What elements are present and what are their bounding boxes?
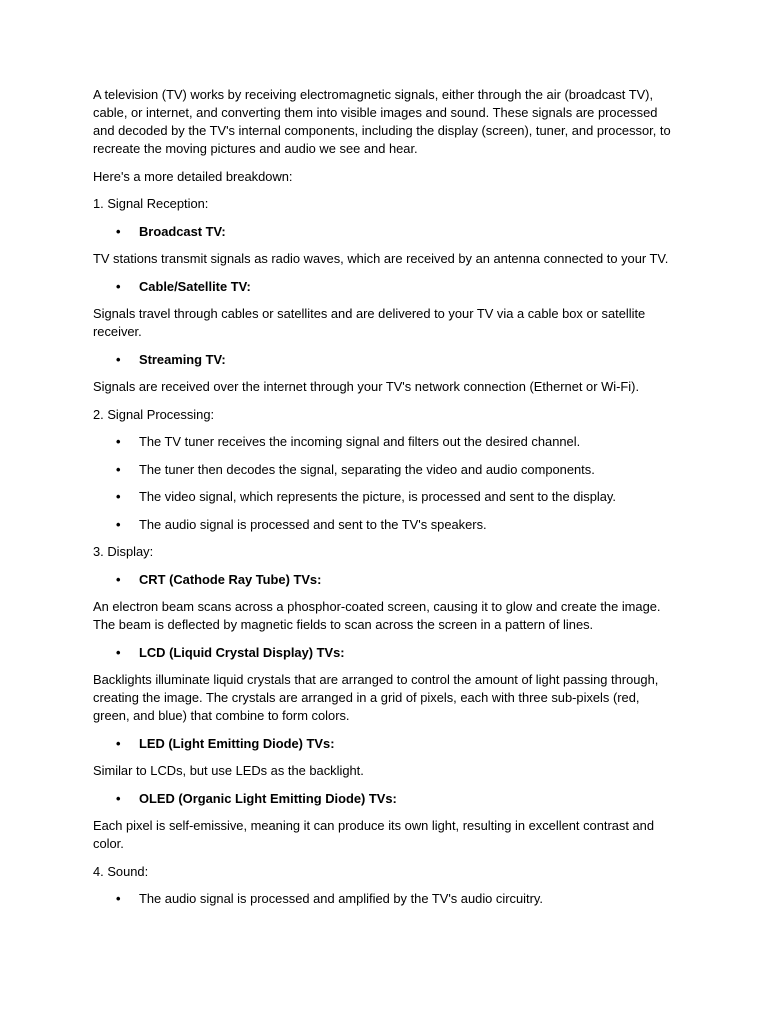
bullet-cable-satellite-tv: • Cable/Satellite TV: [93,278,678,296]
section-heading-display: 3. Display: [93,544,154,559]
lcd-paragraph: Backlights illuminate liquid crystals that are arranged to control the amount of light passing through, creating the image. The crystals are arranged in a grid of pixels, each with three sub-pixels (red, green, and blue) that combine to form colors. [93,672,659,723]
bullet-list [93,644,678,662]
list-item: • The video signal, which represents the picture, is processed and sent to the display. [93,488,678,506]
section-heading-signal-processing: 2. Signal Processing: [93,406,215,422]
list-item: • The audio signal is processed and amplified by the TV's audio circuitry. [93,890,678,908]
oled-paragraph: Each pixel is self-emissive, meaning it can produce its own light, resulting in excellent contrast and color. [93,818,655,851]
bullet-led-tvs: • LED (Light Emitting Diode) TVs: [93,735,678,753]
bullet-list [93,735,678,753]
bullet-streaming-tv: • Streaming TV: [93,351,678,369]
broadcast-tv-paragraph: TV stations transmit signals as radio waves, which are received by an antenna connected to your TV. [93,251,669,266]
bullet-list [93,278,678,296]
section-heading-sound: 4. Sound: [93,863,149,879]
bullet-list [93,351,678,369]
bullet-list [93,571,678,589]
bullet-broadcast-tv: • Broadcast TV: [93,223,678,241]
cable-satellite-paragraph: Signals travel through cables or satellites and are delivered to your TV via a cable box or satellite receiver. [93,306,646,339]
intro-paragraph: A television (TV) works by receiving electromagnetic signals, either through the air (broadcast TV), cable, or internet, and converting them into visible images and sound. These signals are processed and decoded by the TV's internal components, including the display (screen), tuner, and processor, to recreate the moving pictures and audio we see and hear. [93,87,671,156]
bullet-list [93,433,678,534]
bullet-oled-tvs: • OLED (Organic Light Emitting Diode) TVs: [93,790,678,808]
crt-paragraph: An electron beam scans across a phosphor-coated screen, causing it to glow and create the image. The beam is deflected by magnetic fields to scan across the screen in a pattern of lines. [93,599,661,632]
list-item: • The TV tuner receives the incoming signal and filters out the desired channel. [93,433,678,451]
bullet-lcd-tvs: • LCD (Liquid Crystal Display) TVs: [93,644,678,662]
list-item: • The tuner then decodes the signal, separating the video and audio components. [93,461,678,479]
led-paragraph: Similar to LCDs, but use LEDs as the backlight. [93,763,364,778]
document-page [93,86,678,918]
breakdown-paragraph: Here's a more detailed breakdown: [93,168,293,184]
bullet-list [93,223,678,241]
list-item: • The audio signal is processed and sent to the TV's speakers. [93,516,678,534]
section-heading-signal-reception: 1. Signal Reception: [93,196,209,211]
bullet-list [93,790,678,808]
streaming-tv-paragraph: Signals are received over the internet through your TV's network connection (Ethernet or Wi-Fi). [93,379,640,394]
bullet-list [93,890,678,908]
bullet-crt-tvs: • CRT (Cathode Ray Tube) TVs: [93,571,678,589]
